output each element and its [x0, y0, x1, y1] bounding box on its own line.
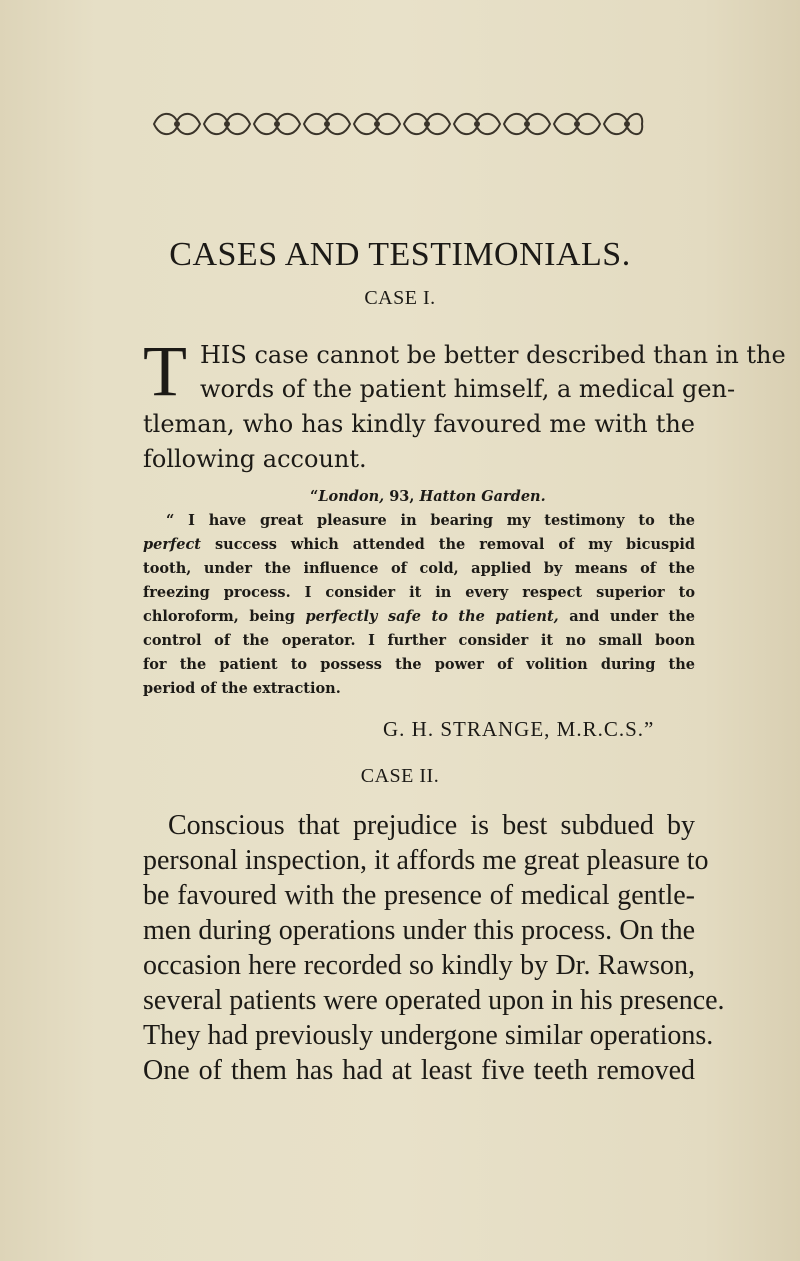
case-1-line: HIS case cannot be better described than in the: [200, 341, 786, 369]
case-1-line: following account.: [143, 445, 367, 473]
case-2-line: occasion here recorded so kindly by Dr. Rawson,: [143, 950, 695, 981]
case-2-line: They had previously undergone similar operations.: [143, 1020, 714, 1051]
letter-line: control of the operator. I further consider it no small boon: [143, 632, 695, 649]
page-title: CASES AND TESTIMONIALS.: [169, 236, 631, 273]
drop-cap: T: [143, 331, 187, 411]
case-2-line: One of them has had at least five teeth removed: [143, 1055, 695, 1086]
case-2-line: several patients were operated upon in his presence.: [143, 985, 725, 1016]
decorative-border-icon: [150, 107, 646, 141]
case-1-heading: CASE I.: [364, 287, 436, 309]
letter-line: freezing process. I consider it in every respect superior to: [143, 584, 695, 601]
case-2-line: men during operations under this process. On the: [143, 915, 695, 946]
letter-line: for the patient to possess the power of volition during the: [143, 656, 695, 673]
case-2-heading: CASE II.: [360, 765, 440, 787]
letter-line: period of the extraction.: [143, 680, 341, 697]
case-2-line: be favoured with the presence of medical gentle-: [143, 880, 695, 911]
letter-line: chloroform, being perfectly safe to the patient, and under the: [143, 608, 695, 625]
signature: G. H. STRANGE, M.R.C.S.”: [383, 717, 655, 741]
case-1-line: words of the patient himself, a medical gen-: [200, 375, 736, 403]
letter-line: tooth, under the influence of cold, applied by means of the: [143, 560, 695, 577]
case-1-line: tleman, who has kindly favoured me with the: [143, 410, 695, 438]
letter-line: perfect success which attended the removal of my bicuspid: [143, 536, 695, 553]
case-2-line: personal inspection, it affords me great pleasure to: [143, 845, 709, 876]
letter-address: “London, 93, Hatton Garden.: [310, 488, 546, 505]
case-2-line: Conscious that prejudice is best subdued by: [168, 810, 695, 841]
letter-line: “ I have great pleasure in bearing my testimony to the: [166, 512, 695, 529]
